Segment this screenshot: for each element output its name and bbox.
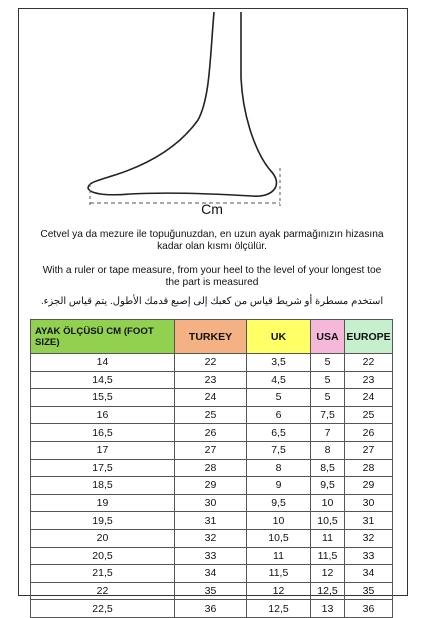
cell-turkey: 34 (175, 565, 247, 583)
cell-usa: 8,5 (311, 459, 345, 477)
cell-europe: 28 (345, 459, 393, 477)
cell-foot-size: 16,5 (31, 424, 175, 442)
measure-label: Cm (201, 201, 223, 217)
cell-foot-size: 16 (31, 406, 175, 424)
cell-foot-size: 20 (31, 529, 175, 547)
cell-europe: 27 (345, 441, 393, 459)
cell-turkey: 23 (175, 371, 247, 389)
cell-foot-size: 21,5 (31, 565, 175, 583)
table-row (31, 354, 393, 372)
cell-uk: 11,5 (247, 565, 311, 583)
cell-uk: 3,5 (247, 354, 311, 372)
cell-uk: 10,5 (247, 529, 311, 547)
cell-turkey: 24 (175, 389, 247, 407)
table-row (31, 547, 393, 565)
cell-foot-size: 19 (31, 494, 175, 512)
cell-usa: 5 (311, 354, 345, 372)
header-uk: UK (247, 320, 311, 354)
table-row (31, 424, 393, 442)
table-row (31, 371, 393, 389)
cell-foot-size: 14 (31, 354, 175, 372)
cell-uk: 11 (247, 547, 311, 565)
cell-turkey: 33 (175, 547, 247, 565)
cell-europe: 30 (345, 494, 393, 512)
cell-turkey: 31 (175, 512, 247, 530)
table-row (31, 406, 393, 424)
cell-usa: 7 (311, 424, 345, 442)
cell-uk: 4,5 (247, 371, 311, 389)
header-europe: EUROPE (345, 320, 393, 354)
cell-turkey: 27 (175, 441, 247, 459)
cell-uk: 10 (247, 512, 311, 530)
cell-europe: 34 (345, 565, 393, 583)
cell-europe: 36 (345, 600, 393, 618)
cell-turkey: 26 (175, 424, 247, 442)
cell-turkey: 28 (175, 459, 247, 477)
cell-europe: 29 (345, 477, 393, 495)
instruction-turkish: Cetvel ya da mezure ile topuğunuzdan, en uzun ayak parmağınızın hizasına kadar olan kısmı ölçülür. (40, 229, 384, 252)
cell-foot-size: 15,5 (31, 389, 175, 407)
cell-foot-size: 19,5 (31, 512, 175, 530)
cell-usa: 5 (311, 371, 345, 389)
cell-foot-size: 14,5 (31, 371, 175, 389)
cell-foot-size: 18,5 (31, 477, 175, 495)
table-row (31, 565, 393, 583)
cell-uk: 5 (247, 389, 311, 407)
table-row (31, 389, 393, 407)
cell-usa: 10 (311, 494, 345, 512)
cell-usa: 8 (311, 441, 345, 459)
cell-turkey: 36 (175, 600, 247, 618)
header-turkey: TURKEY (175, 320, 247, 354)
foot-illustration (48, 8, 358, 216)
cell-uk: 6 (247, 406, 311, 424)
cell-usa: 11,5 (311, 547, 345, 565)
cell-uk: 9,5 (247, 494, 311, 512)
cell-uk: 6,5 (247, 424, 311, 442)
instruction-english: With a ruler or tape measure, from your heel to the level of your longest toe the part is measured (42, 265, 382, 288)
cell-usa: 11 (311, 529, 345, 547)
cell-europe: 24 (345, 389, 393, 407)
cell-europe: 23 (345, 371, 393, 389)
cell-europe: 25 (345, 406, 393, 424)
instruction-arabic: استخدم مسطرة أو شريط قياس من كعبك إلى إصبع قدمك الأطول. يتم قياس الجزء. (40, 296, 384, 307)
cell-foot-size: 17,5 (31, 459, 175, 477)
table-row (31, 582, 393, 600)
cell-foot-size: 22,5 (31, 600, 175, 618)
cell-europe: 35 (345, 582, 393, 600)
cell-uk: 7,5 (247, 441, 311, 459)
cell-turkey: 29 (175, 477, 247, 495)
cell-foot-size: 22 (31, 582, 175, 600)
cell-usa: 12 (311, 565, 345, 583)
table-row (31, 494, 393, 512)
cell-turkey: 25 (175, 406, 247, 424)
cell-foot-size: 17 (31, 441, 175, 459)
cell-turkey: 32 (175, 529, 247, 547)
table-row (31, 477, 393, 495)
size-chart-table (30, 319, 393, 618)
cell-uk: 12 (247, 582, 311, 600)
table-row (31, 512, 393, 530)
table-header-row (31, 320, 393, 354)
table-row (31, 459, 393, 477)
cell-uk: 9 (247, 477, 311, 495)
table-row (31, 529, 393, 547)
cell-europe: 31 (345, 512, 393, 530)
cell-usa: 7,5 (311, 406, 345, 424)
cell-europe: 26 (345, 424, 393, 442)
cell-europe: 32 (345, 529, 393, 547)
cell-foot-size: 20,5 (31, 547, 175, 565)
cell-europe: 22 (345, 354, 393, 372)
cell-usa: 10,5 (311, 512, 345, 530)
cell-usa: 9,5 (311, 477, 345, 495)
cell-europe: 33 (345, 547, 393, 565)
cell-uk: 12,5 (247, 600, 311, 618)
foot-outline (88, 12, 276, 196)
cell-turkey: 35 (175, 582, 247, 600)
cell-turkey: 22 (175, 354, 247, 372)
table-row (31, 441, 393, 459)
cell-uk: 8 (247, 459, 311, 477)
table-row (31, 600, 393, 618)
cell-usa: 12,5 (311, 582, 345, 600)
cell-turkey: 30 (175, 494, 247, 512)
cell-usa: 5 (311, 389, 345, 407)
cell-usa: 13 (311, 600, 345, 618)
header-usa: USA (311, 320, 345, 354)
header-foot-size: AYAK ÖLÇÜSÜ CM (FOOT SIZE) (31, 320, 175, 354)
